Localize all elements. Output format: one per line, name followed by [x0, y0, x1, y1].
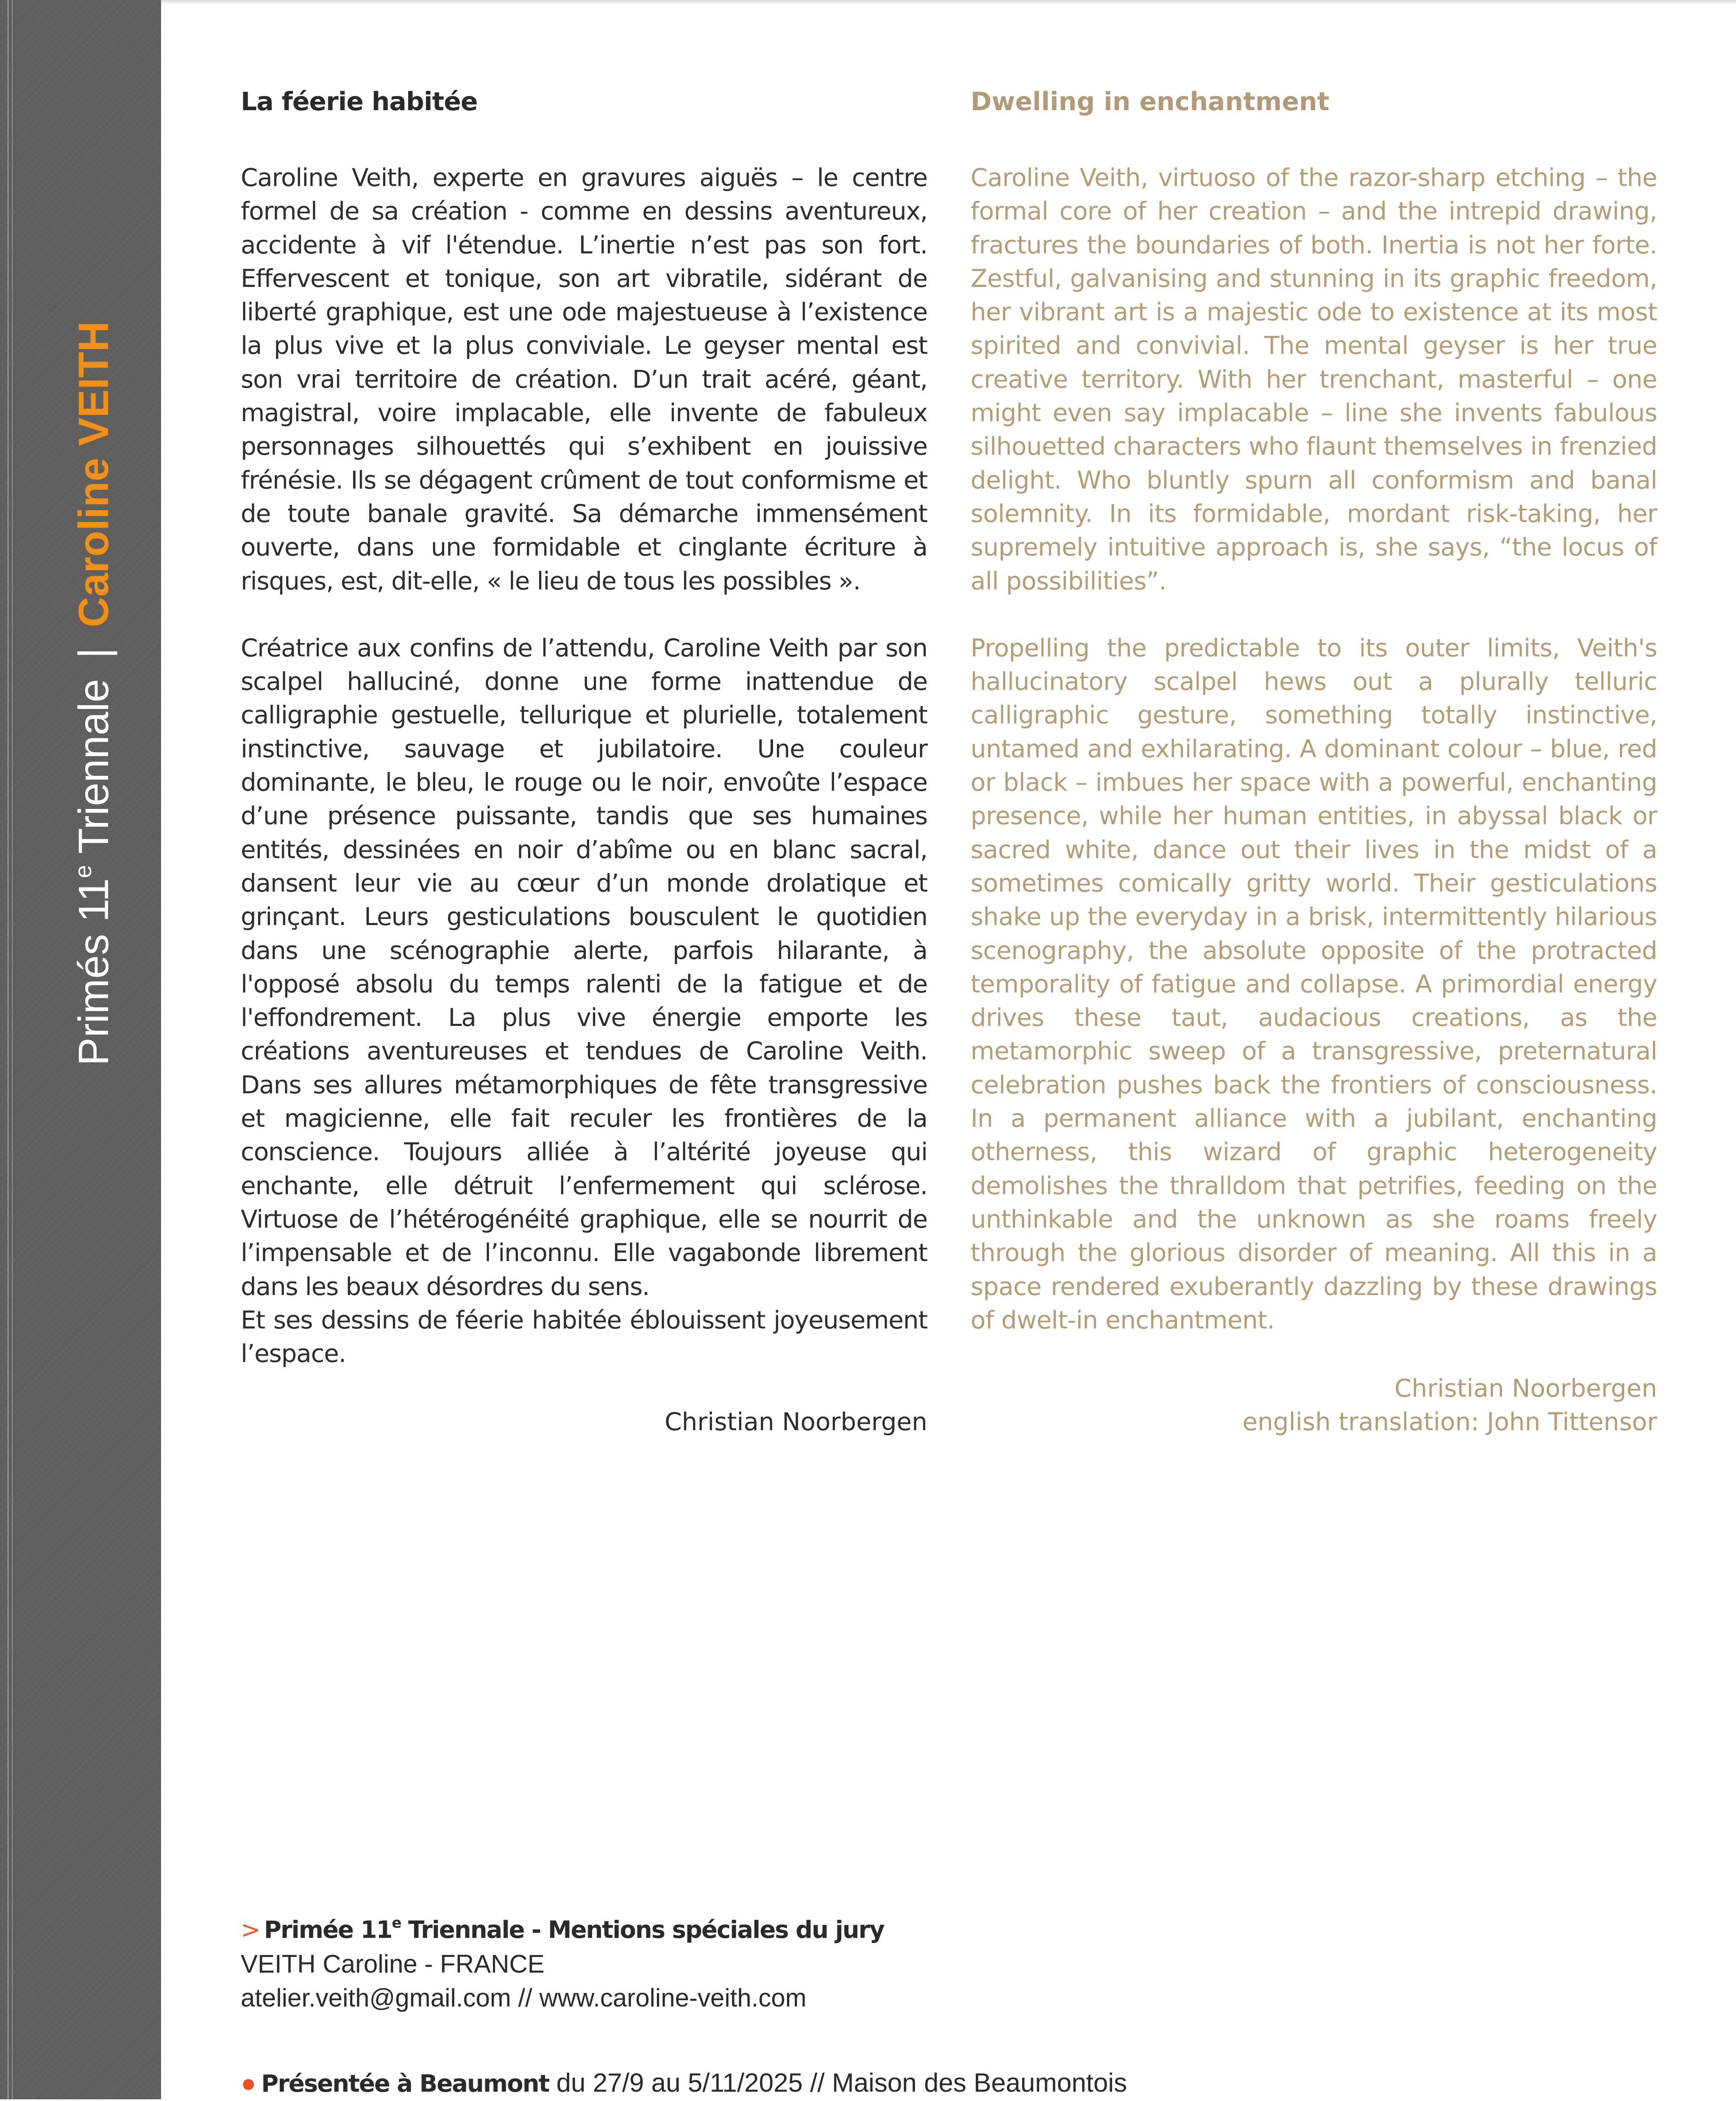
translator-credit: english translation: John Tittensor: [1242, 1407, 1657, 1437]
bullet-icon: ●: [241, 2069, 256, 2097]
english-paragraph: Propelling the predictable to its outer limits, Veith's hallucinatory scalpel hews out a plurally telluric calligraphic gesture, something totally instinctive, untamed and exhilarating. A dominant colour – blue, red or black – imbues her space with a powerful, enchanting presence, while her human entities, in abyssal black or sacred white, dance out their lives in the midst of a sometimes comically gritty world. Their gesticulations shake up the everyday in a brisk, intermittently hilarious scenography, the absolute opposite of the protracted temporality of fatigue and collapse. A primordial energy drives these taut, audacious creations, as the metamorphic sweep of a transgressive, preternatural celebration pushes back the frontiers of consciousness. In a permanent alliance with a jubilant, enchanting otherness, this wizard of graphic heterogeneity demolishes the thralldom that petrifies, feeding on the unthinkable and the unknown as she roams freely through the glorious disorder of meaning. All this in a space rendered exuberantly dazzling by these drawings of dwelt-in enchantment.: [971, 633, 1657, 1334]
french-paragraph: Créatrice aux confins de l’attendu, Caroline Veith par son scalpel halluciné, donne une forme inattendue de calligraphie gestuelle, tellurique et plurielle, totalement instinctive, sauvage et jubilatoire. Une couleur dominante, le bleu, le rouge ou le noir, envoûte l’espace d’une présence puissante, tandis que ses humaines entités, dessinées en noir d’abîme ou en blanc sacral, dansent leur vie au cœur d’un monde drolatique et grinçant. Leurs gesticulations bousculent le quotidien dans une scénographie alerte, parfois hilarante, à l'opposé absolu du temps ralenti de la fatigue et de l'effondrement. La plus vive énergie emporte les créations aventureuses et tendues de Caroline Veith. Dans ses allures métamorphiques de fête transgressive et magicienne, elle fait reculer les frontières de la conscience. Toujours alliée à l’altérité joyeuse qui enchante, elle détruit l’enfermement qui sclérose. Virtuose de l’hétérogénéité graphique, elle se nourrit de l’impensable et de l’inconnu. Elle vagabonde librement dans les beaux désordres du sens.: [241, 633, 927, 1301]
artist-info: [241, 1906, 1127, 2098]
website-link[interactable]: www.caroline-veith.com: [539, 1984, 807, 2012]
award-line: [241, 1906, 884, 1947]
sidebar-vertical-title: [63, 321, 117, 1066]
award-prefix: Primée 11: [264, 1916, 392, 1944]
french-column: [241, 85, 927, 1439]
sidebar-prefix-rest: Triennale: [70, 678, 117, 865]
email-link[interactable]: atelier.veith@gmail.com: [241, 1984, 511, 2012]
english-paragraph: Caroline Veith, virtuoso of the razor-sharp etching – the formal core of her creation – and the intrepid drawing, fractures the boundaries of both. Inertia is not her forte. Zestful, galvanising and stunning in its graphic freedom, her vibrant art is a majestic ode to existence at its most spirited and convivial. The mental geyser is her true creative territory. With her trenchant, masterful – one might even say implacable – line she invents fabulous silhouetted characters who flaunt themselves in frenzied delight. Who bluntly spurn all conformism and banal solemnity. In its formidable, mordant risk-taking, her supremely intuitive approach is, she says, “the locus of all possibilities”.: [971, 163, 1657, 595]
page-top-edge: [0, 0, 1736, 4]
english-column: [971, 85, 1657, 1439]
french-paragraph: Caroline Veith, experte en gravures aiguës – le centre formel de sa création - comme en dessins aventureux, accidente à vif l'étendue. L’inertie n’est pas son fort. Effervescent et tonique, son art vibratile, sidérant de liberté graphique, est une ode majestueuse à l’existence la plus vive et la plus conviviale. Le geyser mental est son vrai territoire de création. D’un trait acéré, géant, magistral, voire implacable, elle invente de fabuleux personnages silhouettés qui s’exhibent en jouissive frénésie. Ils se dégagent crûment de tout conformisme et de toute banale gravité. Sa démarche immensément ouverte, dans une formidable et cinglante écriture à risques, est, dit-elle, « le lieu de tous les possibles ».: [241, 163, 927, 595]
french-signature: Christian Noorbergen: [665, 1407, 927, 1437]
presented-details: du 27/9 au 5/11/2025 // Maison des Beaumontois: [549, 2068, 1127, 2098]
contact-line: [241, 1981, 884, 2015]
sidebar-prefix-sup: e: [70, 865, 96, 878]
presented-location: Présentée à Beaumont: [261, 2070, 549, 2098]
exhibition-line: [241, 2066, 1127, 2101]
sidebar-band: [0, 0, 161, 2099]
artist-name-country: VEITH Caroline - FRANCE: [241, 1950, 545, 1978]
english-signature: Christian Noorbergen: [1394, 1374, 1657, 1403]
award-sup: e: [392, 1915, 401, 1931]
sidebar-artist-name: Caroline VEITH: [70, 321, 117, 628]
stitch-line: [12, 0, 13, 2099]
sidebar-separator: |: [70, 648, 117, 659]
arrow-icon: >: [241, 1916, 260, 1944]
french-title: La féerie habitée: [241, 87, 478, 117]
sidebar-prefix: Primés 11: [70, 878, 117, 1066]
link-separator: //: [511, 1984, 540, 2012]
french-paragraph: Et ses dessins de féerie habitée éblouissent joyeusement l’espace.: [241, 1305, 927, 1368]
english-title: Dwelling in enchantment: [971, 87, 1330, 117]
award-rest: Triennale - Mentions spéciales du jury: [401, 1916, 884, 1944]
